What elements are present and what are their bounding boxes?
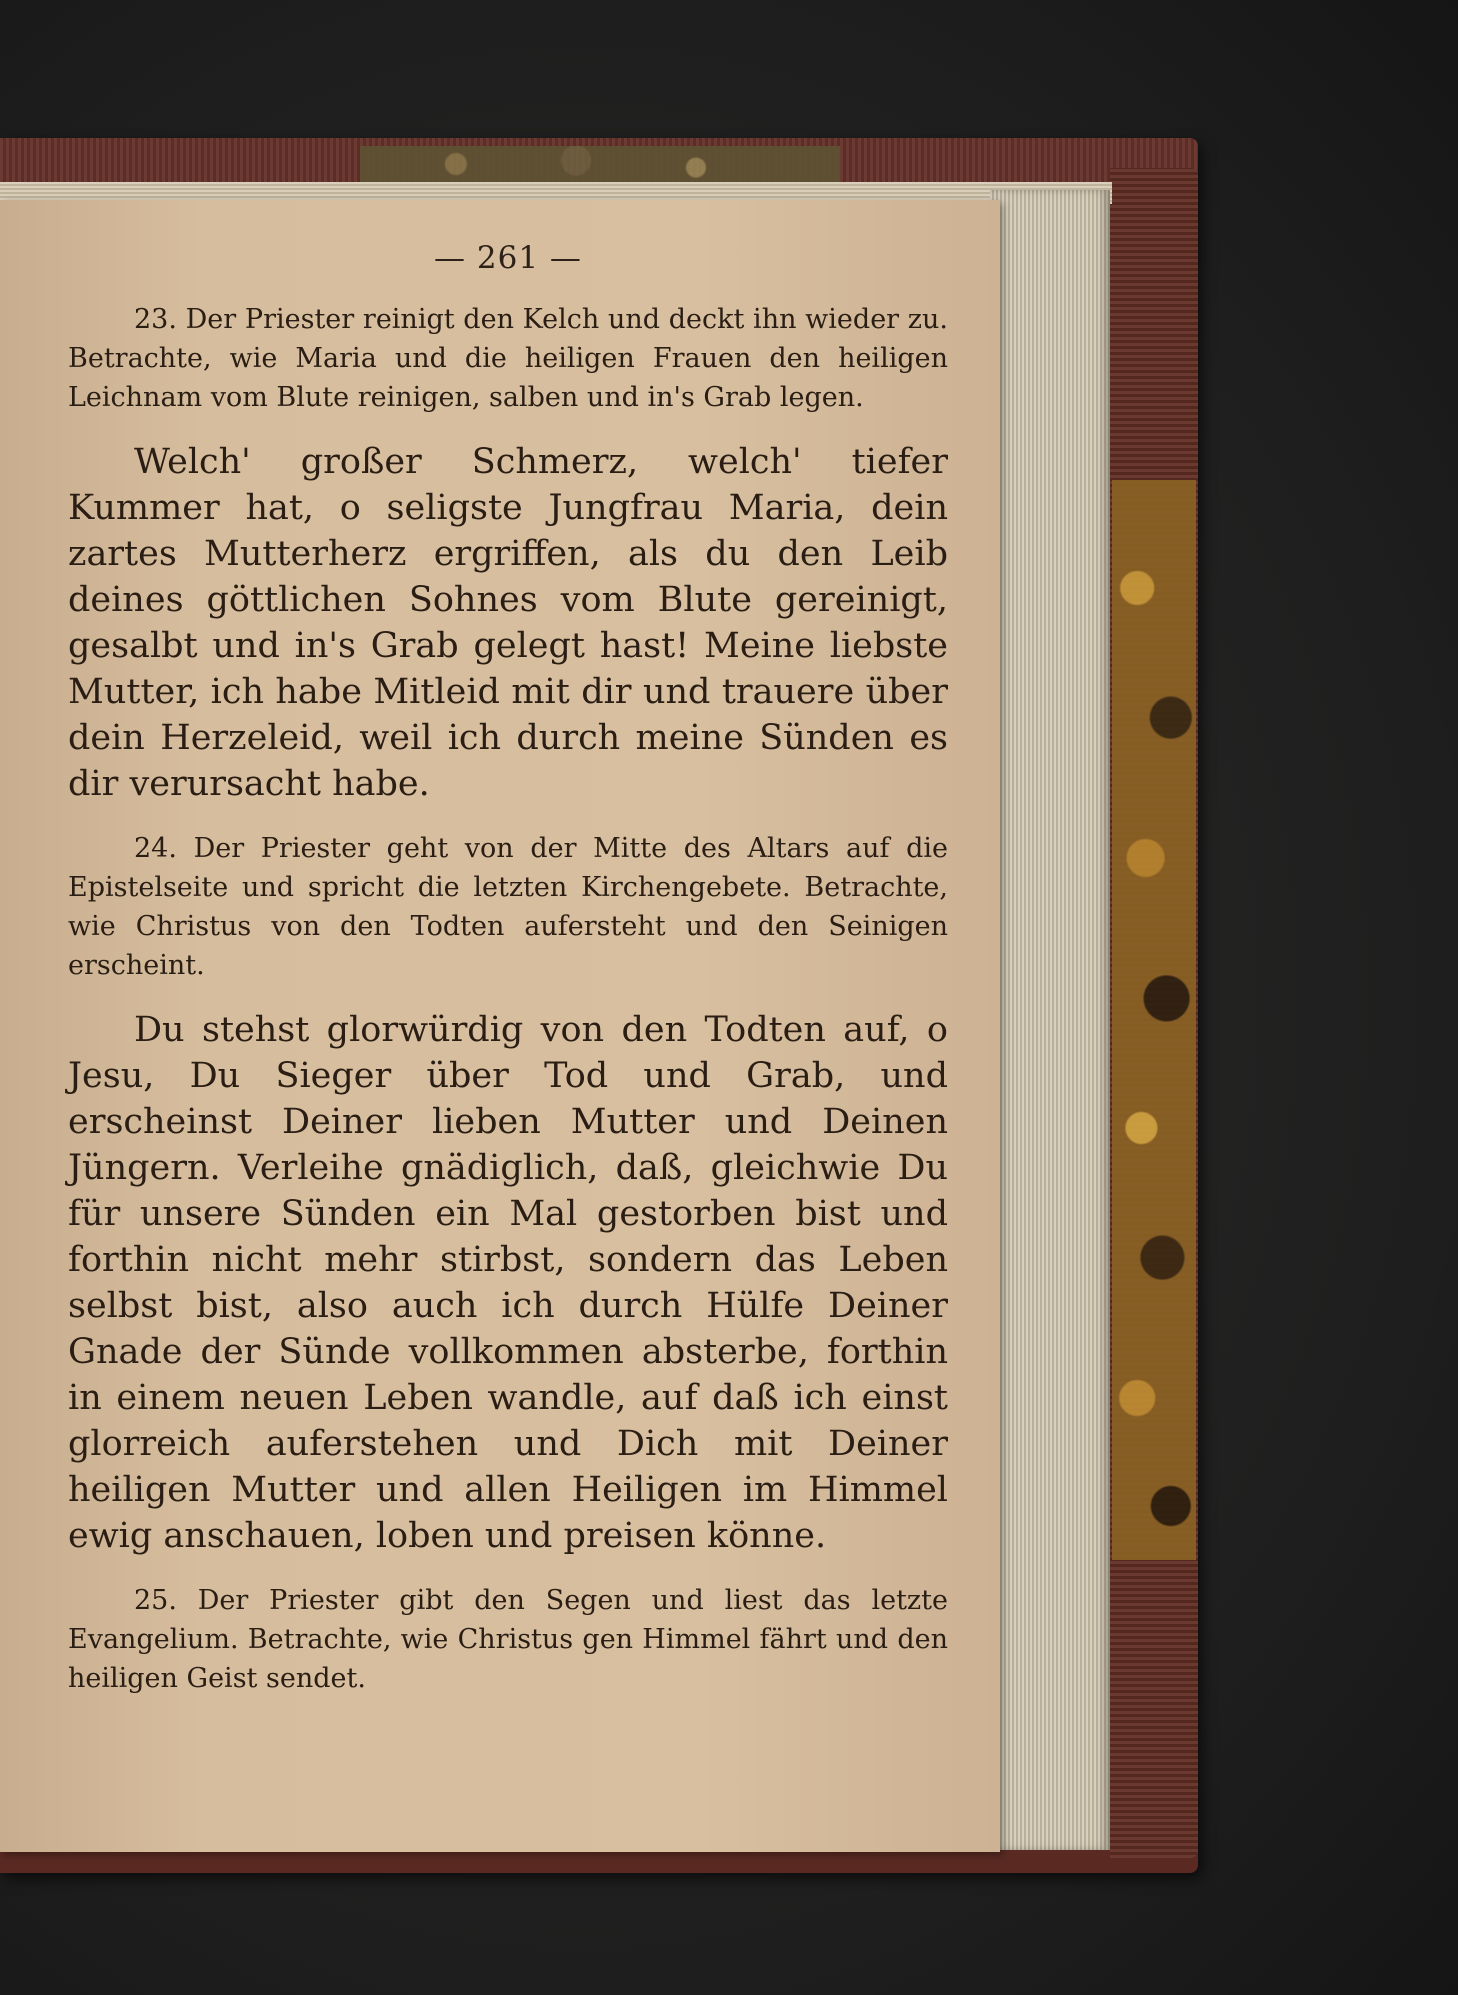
page-block-fore-edge <box>990 190 1110 1850</box>
rubric-25: 25. Der Priester gibt den Segen und liest das letzte Evangelium. Betrachte, wie Christus gen Himmel fährt und den heiligen Geist sendet. <box>68 1585 948 1694</box>
rubric-23: 23. Der Priester reinigt den Kelch und deckt ihn wieder zu. Betrachte, wie Maria und die heiligen Frauen den heiligen Leichnam vom Blute reinigen, salben und in's Grab legen. <box>68 304 948 413</box>
marbled-endpaper <box>1112 480 1196 1560</box>
cover-marble-top <box>360 146 840 182</box>
page-number: — 261 — <box>434 240 582 276</box>
rubric-24: 24. Der Priester geht von der Mitte des Altars auf die Epistelseite und spricht die letzten Kirchengebete. Betrachte, wie Christus von den Todten aufersteht und den Seinigen erscheint. <box>68 833 948 981</box>
prayer-paragraph-1: Welch' großer Schmerz, welch' tiefer Kummer hat, o seligste Jungfrau Maria, dein zartes Mutterherz ergriffen, als du den Leib deines göttlichen Sohnes vom Blute gereinigt, gesalbt und in's Grab gelegt hast! Meine liebste Mutter, ich habe Mitleid mit dir und trauere über dein Herzeleid, weil ich durch meine Sünden es dir verursacht habe. <box>68 442 948 804</box>
page-body <box>68 240 948 1698</box>
book-page <box>0 200 1000 1852</box>
prayer-paragraph-2: Du stehst glorwürdig von den Todten auf, o Jesu, Du Sieger über Tod und Grab, und erscheinst Deiner lieben Mutter und Deinen Jüngern. Verleihe gnädiglich, daß, gleichwie Du für unsere Sünden ein Mal gestorben bist und forthin nicht mehr stirbst, sondern das Leben selbst bist, also auch ich durch Hülfe Deiner Gnade der Sünde vollkommen absterbe, forthin in einem neuen Leben wandle, auf daß ich einst glorreich auferstehen und Dich mit Deiner heiligen Mutter und allen Heiligen im Himmel ewig anschauen, loben und preisen könne. <box>68 1010 948 1556</box>
